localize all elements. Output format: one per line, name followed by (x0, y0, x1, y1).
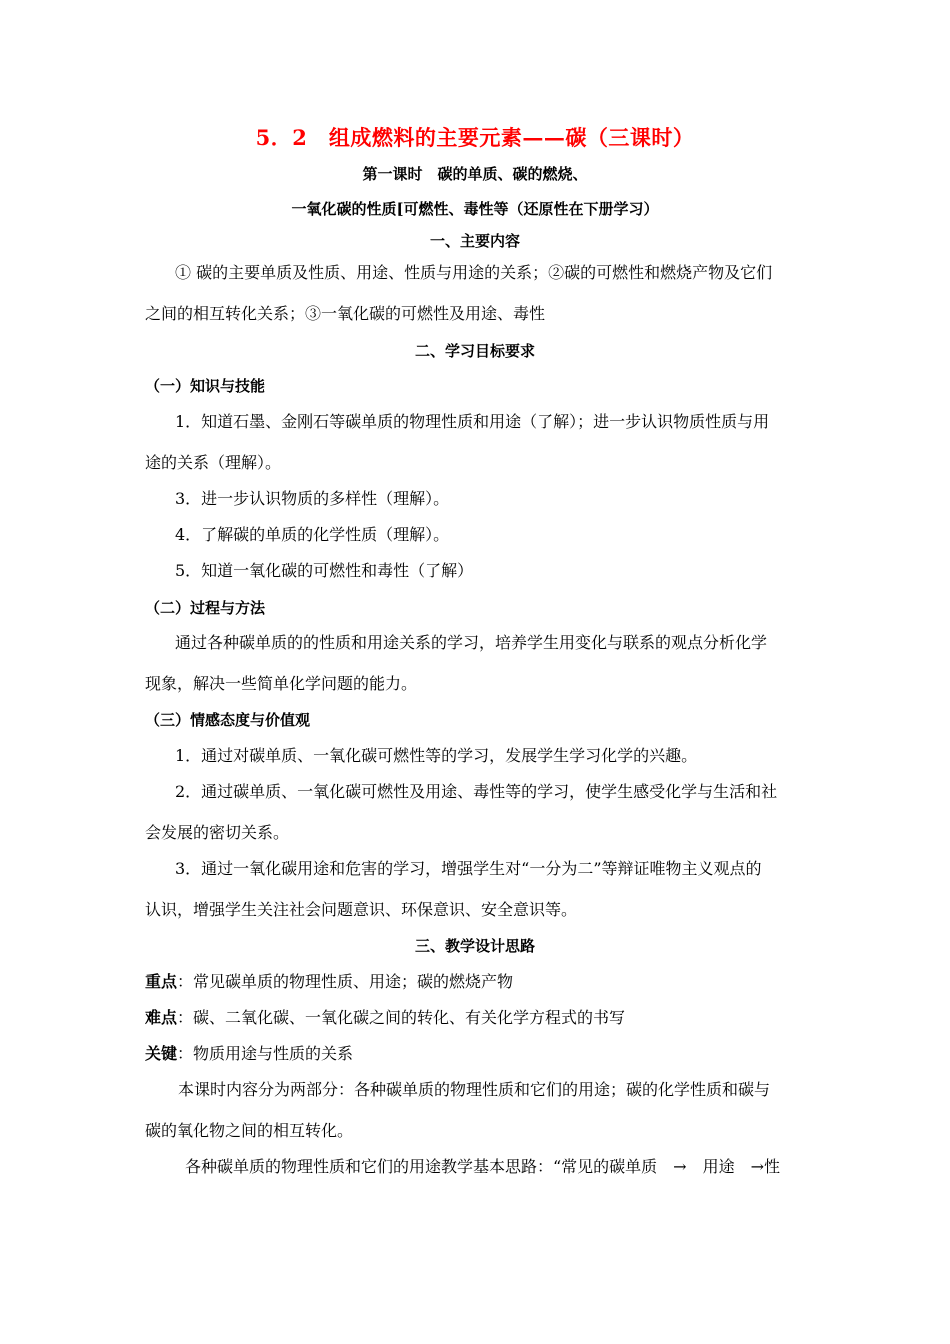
part-1-line-5: 5．知道一氧化碳的可燃性和毒性（了解） (175, 561, 474, 580)
part-1-heading: （一）知识与技能 (145, 377, 266, 395)
section-3-line-2: 碳的氧化物之间的相互转化。 (145, 1121, 354, 1140)
part-3-line-2: 2．通过碳单质、一氧化碳可燃性及用途、毒性等的学习，使学生感受化学与生活和社 (175, 782, 778, 801)
part-2-line-2: 现象，解决一些简单化学问题的能力。 (145, 674, 418, 693)
part-1-line-2: 途的关系（理解）。 (145, 453, 282, 472)
key-point-row (145, 972, 513, 992)
part-3-line-1: 1．通过对碳单质、一氧化碳可燃性等的学习，发展学生学习化学的兴趣。 (175, 746, 698, 765)
crucial-point-text: 物质用途与性质的关系 (193, 1044, 354, 1063)
section-1-line-2: 之间的相互转化关系；③一氧化碳的可燃性及用途、毒性 (145, 304, 546, 323)
crucial-point-row (145, 1044, 353, 1064)
crucial-point-colon: ： (177, 1044, 194, 1063)
part-1-line-1: 1．知道石墨、金刚石等碳单质的物理性质和用途（了解）；进一步认识物质性质与用 (175, 412, 770, 431)
lesson-subtitle-line-2: 一氧化碳的性质[可燃性、毒性等（还原性在下册学习） (291, 200, 659, 218)
difficult-point-text: 碳、二氧化碳、一氧化碳之间的转化、有关化学方程式的书写 (193, 1008, 626, 1027)
part-3-heading: （三）情感态度与价值观 (145, 711, 311, 729)
part-1-line-3: 3．进一步认识物质的多样性（理解）。 (175, 489, 450, 508)
section-1-heading: 一、主要内容 (429, 232, 520, 250)
section-2-heading: 二、学习目标要求 (414, 342, 535, 360)
section-3-line-1: 本课时内容分为两部分：各种碳单质的物理性质和它们的用途；碳的化学性质和碳与 (178, 1080, 771, 1099)
difficult-point-label: 难点 (145, 1008, 178, 1027)
part-3-line-3: 会发展的密切关系。 (145, 823, 290, 842)
part-1-line-4: 4．了解碳的单质的化学性质（理解）。 (175, 525, 450, 544)
section-3-line-3: 各种碳单质的物理性质和它们的用途教学基本思路：“常见的碳单质 → 用途 →性 (185, 1157, 780, 1176)
part-3-line-5: 认识，增强学生关注社会问题意识、环保意识、安全意识等。 (145, 900, 578, 919)
key-point-label: 重点 (145, 972, 178, 991)
difficult-point-row (145, 1008, 625, 1028)
section-1-line-1: ① 碳的主要单质及性质、用途、性质与用途的关系；②碳的可燃性和燃烧产物及它们 (175, 263, 773, 282)
document-title: 5．2 组成燃料的主要元素——碳（三课时） (255, 125, 695, 150)
crucial-point-label: 关键 (145, 1044, 178, 1063)
key-point-text: 常见碳单质的物理性质、用途；碳的燃烧产物 (193, 972, 514, 991)
part-2-line-1: 通过各种碳单质的的性质和用途关系的学习，培养学生用变化与联系的观点分析化学 (175, 633, 768, 652)
lesson-subtitle-line-1: 第一课时 碳的单质、碳的燃烧、 (362, 165, 588, 183)
part-2-heading: （二）过程与方法 (145, 599, 266, 617)
part-3-line-4: 3．通过一氧化碳用途和危害的学习，增强学生对“一分为二”等辩证唯物主义观点的 (175, 859, 762, 878)
section-3-heading: 三、教学设计思路 (414, 937, 535, 955)
key-point-colon: ： (177, 972, 194, 991)
difficult-point-colon: ： (177, 1008, 194, 1027)
